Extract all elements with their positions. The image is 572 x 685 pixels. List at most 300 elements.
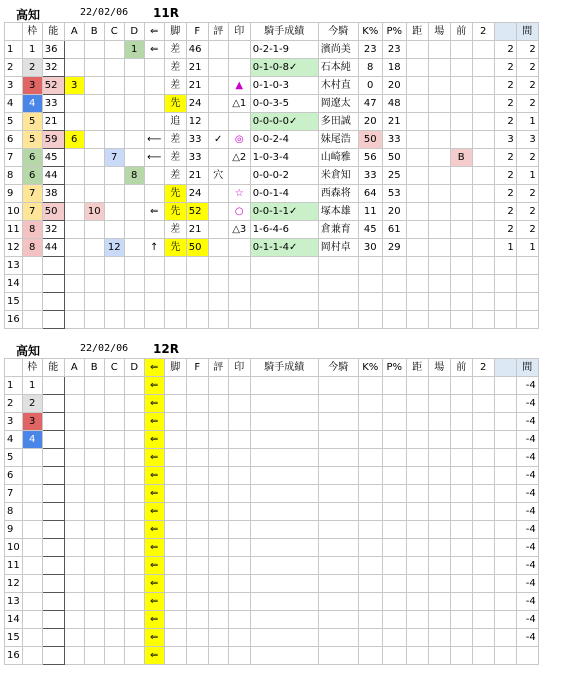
mark-a-cell bbox=[64, 647, 84, 665]
arrow-cell: ⇐ bbox=[144, 431, 164, 449]
prev-cell bbox=[450, 485, 472, 503]
style-cell bbox=[164, 503, 186, 521]
prev-cell bbox=[450, 239, 472, 257]
distance-cell bbox=[406, 131, 428, 149]
style-cell bbox=[164, 467, 186, 485]
mark-cell: △2 bbox=[228, 149, 250, 167]
arrow-cell bbox=[144, 113, 164, 131]
course-cell bbox=[428, 575, 450, 593]
f-cell bbox=[186, 485, 208, 503]
table-row bbox=[5, 503, 539, 521]
waku-cell bbox=[22, 575, 42, 593]
style-cell: 差 bbox=[164, 77, 186, 95]
course-cell bbox=[428, 449, 450, 467]
second-cell bbox=[472, 239, 494, 257]
jockey-name-cell bbox=[318, 293, 358, 311]
waku-cell bbox=[22, 257, 42, 275]
course-cell bbox=[428, 611, 450, 629]
jockey-record-cell bbox=[250, 539, 318, 557]
column-header: 前 bbox=[450, 23, 472, 41]
mark-cell bbox=[228, 503, 250, 521]
mark-d-cell bbox=[124, 185, 144, 203]
column-header: P% bbox=[382, 359, 406, 377]
mark-b-cell: 10 bbox=[84, 203, 104, 221]
mark-a-cell: 6 bbox=[64, 131, 84, 149]
rating-cell bbox=[208, 485, 228, 503]
mark-c-cell bbox=[104, 221, 124, 239]
gap1-cell bbox=[494, 413, 516, 431]
p-percent-cell bbox=[382, 485, 406, 503]
gap1-cell bbox=[494, 377, 516, 395]
jockey-name-cell bbox=[318, 449, 358, 467]
style-cell bbox=[164, 413, 186, 431]
jockey-name-cell bbox=[318, 575, 358, 593]
k-percent-cell bbox=[358, 311, 382, 329]
mark-b-cell bbox=[84, 311, 104, 329]
arrow-cell: ⇐ bbox=[144, 593, 164, 611]
distance-cell bbox=[406, 503, 428, 521]
header-row bbox=[5, 359, 539, 377]
mark-d-cell bbox=[124, 449, 144, 467]
ability-cell bbox=[42, 629, 64, 647]
column-header: K% bbox=[358, 23, 382, 41]
course-cell bbox=[428, 185, 450, 203]
gap2-cell: -4 bbox=[516, 575, 538, 593]
gap1-cell: 2 bbox=[494, 41, 516, 59]
column-header: F bbox=[186, 359, 208, 377]
mark-a-cell bbox=[64, 377, 84, 395]
mark-c-cell bbox=[104, 95, 124, 113]
f-cell bbox=[186, 275, 208, 293]
jockey-name-cell: 米倉知 bbox=[318, 167, 358, 185]
jockey-name-cell: 倉兼育 bbox=[318, 221, 358, 239]
prev-cell bbox=[450, 629, 472, 647]
second-cell bbox=[472, 131, 494, 149]
p-percent-cell: 18 bbox=[382, 59, 406, 77]
mark-cell: ▲ bbox=[228, 77, 250, 95]
ability-cell bbox=[42, 377, 64, 395]
jockey-record-cell bbox=[250, 593, 318, 611]
mark-d-cell: 1 bbox=[124, 41, 144, 59]
prev-cell bbox=[450, 113, 472, 131]
f-cell bbox=[186, 629, 208, 647]
k-percent-cell: 8 bbox=[358, 59, 382, 77]
mark-d-cell bbox=[124, 611, 144, 629]
k-percent-cell bbox=[358, 575, 382, 593]
mark-c-cell bbox=[104, 275, 124, 293]
distance-cell bbox=[406, 647, 428, 665]
column-header: 能 bbox=[42, 23, 64, 41]
ability-cell bbox=[42, 257, 64, 275]
race-12-header bbox=[0, 340, 572, 358]
style-cell: 先 bbox=[164, 185, 186, 203]
k-percent-cell bbox=[358, 413, 382, 431]
style-cell: 差 bbox=[164, 221, 186, 239]
column-header: C bbox=[104, 23, 124, 41]
f-cell bbox=[186, 557, 208, 575]
gap2-cell bbox=[516, 311, 538, 329]
gap1-cell bbox=[494, 395, 516, 413]
gap1-cell bbox=[494, 611, 516, 629]
jockey-name-cell: 多田誠 bbox=[318, 113, 358, 131]
jockey-name-cell bbox=[318, 539, 358, 557]
row-number: 7 bbox=[5, 149, 23, 167]
arrow-cell: ⇐ bbox=[144, 629, 164, 647]
mark-a-cell: 3 bbox=[64, 77, 84, 95]
f-cell: 33 bbox=[186, 149, 208, 167]
style-cell: 先 bbox=[164, 239, 186, 257]
row-number: 15 bbox=[5, 629, 23, 647]
mark-c-cell bbox=[104, 521, 124, 539]
course-cell bbox=[428, 275, 450, 293]
p-percent-cell: 29 bbox=[382, 239, 406, 257]
gap2-cell: 2 bbox=[516, 203, 538, 221]
f-cell bbox=[186, 257, 208, 275]
mark-cell bbox=[228, 539, 250, 557]
p-percent-cell bbox=[382, 395, 406, 413]
mark-d-cell bbox=[124, 221, 144, 239]
arrow-cell bbox=[144, 311, 164, 329]
row-number: 11 bbox=[5, 221, 23, 239]
column-header: 間 bbox=[516, 359, 538, 377]
jockey-record-cell bbox=[250, 275, 318, 293]
column-header: F bbox=[186, 23, 208, 41]
row-number: 2 bbox=[5, 395, 23, 413]
mark-cell bbox=[228, 593, 250, 611]
jockey-record-cell bbox=[250, 629, 318, 647]
mark-b-cell bbox=[84, 431, 104, 449]
arrow-cell: ⇐ bbox=[144, 575, 164, 593]
k-percent-cell bbox=[358, 611, 382, 629]
ability-cell: 50 bbox=[42, 203, 64, 221]
mark-d-cell bbox=[124, 413, 144, 431]
column-header: 距 bbox=[406, 23, 428, 41]
ability-cell bbox=[42, 431, 64, 449]
k-percent-cell bbox=[358, 377, 382, 395]
distance-cell bbox=[406, 41, 428, 59]
column-header: 2 bbox=[472, 23, 494, 41]
race-11-table bbox=[4, 22, 539, 329]
k-percent-cell bbox=[358, 521, 382, 539]
jockey-name-cell bbox=[318, 377, 358, 395]
rating-cell bbox=[208, 185, 228, 203]
mark-c-cell: 7 bbox=[104, 149, 124, 167]
style-cell bbox=[164, 521, 186, 539]
distance-cell bbox=[406, 467, 428, 485]
mark-cell bbox=[228, 431, 250, 449]
course-cell bbox=[428, 167, 450, 185]
mark-a-cell bbox=[64, 203, 84, 221]
jockey-name-cell: 妹尾浩 bbox=[318, 131, 358, 149]
waku-cell: 7 bbox=[22, 185, 42, 203]
column-header: 脚 bbox=[164, 359, 186, 377]
mark-a-cell bbox=[64, 293, 84, 311]
row-number: 12 bbox=[5, 239, 23, 257]
row-number: 14 bbox=[5, 611, 23, 629]
table-row bbox=[5, 257, 539, 275]
column-header: 評 bbox=[208, 23, 228, 41]
arrow-cell: ⇐ bbox=[144, 413, 164, 431]
mark-a-cell bbox=[64, 539, 84, 557]
waku-cell bbox=[22, 521, 42, 539]
distance-cell bbox=[406, 257, 428, 275]
table-row bbox=[5, 95, 539, 113]
k-percent-cell bbox=[358, 275, 382, 293]
mark-d-cell: 8 bbox=[124, 167, 144, 185]
gap1-cell bbox=[494, 311, 516, 329]
venue-label: 高知 bbox=[16, 8, 41, 22]
style-cell bbox=[164, 593, 186, 611]
rating-cell bbox=[208, 59, 228, 77]
mark-a-cell bbox=[64, 113, 84, 131]
mark-d-cell bbox=[124, 59, 144, 77]
p-percent-cell bbox=[382, 647, 406, 665]
arrow-cell: ⇐ bbox=[144, 485, 164, 503]
p-percent-cell bbox=[382, 311, 406, 329]
prev-cell bbox=[450, 77, 472, 95]
mark-a-cell bbox=[64, 257, 84, 275]
mark-b-cell bbox=[84, 647, 104, 665]
mark-d-cell bbox=[124, 377, 144, 395]
prev-cell bbox=[450, 449, 472, 467]
gap1-cell bbox=[494, 629, 516, 647]
mark-c-cell bbox=[104, 257, 124, 275]
jockey-record-cell bbox=[250, 395, 318, 413]
p-percent-cell bbox=[382, 629, 406, 647]
row-number: 12 bbox=[5, 575, 23, 593]
rating-cell bbox=[208, 395, 228, 413]
jockey-record-cell: 0-0-3-5 bbox=[250, 95, 318, 113]
jockey-record-cell bbox=[250, 521, 318, 539]
arrow-cell: ⇐ bbox=[144, 41, 164, 59]
distance-cell bbox=[406, 377, 428, 395]
distance-cell bbox=[406, 221, 428, 239]
rating-cell bbox=[208, 629, 228, 647]
p-percent-cell bbox=[382, 377, 406, 395]
ability-cell bbox=[42, 575, 64, 593]
course-cell bbox=[428, 59, 450, 77]
arrow-cell bbox=[144, 59, 164, 77]
prev-cell bbox=[450, 539, 472, 557]
k-percent-cell: 56 bbox=[358, 149, 382, 167]
k-percent-cell: 45 bbox=[358, 221, 382, 239]
jockey-name-cell: 塚本雄 bbox=[318, 203, 358, 221]
arrow-cell: ⇐ bbox=[144, 449, 164, 467]
distance-cell bbox=[406, 611, 428, 629]
waku-cell: 4 bbox=[22, 431, 42, 449]
table-row bbox=[5, 575, 539, 593]
arrow-cell: ⇐ bbox=[144, 557, 164, 575]
table-row bbox=[5, 521, 539, 539]
table-row bbox=[5, 557, 539, 575]
p-percent-cell bbox=[382, 449, 406, 467]
table-row bbox=[5, 647, 539, 665]
prev-cell bbox=[450, 167, 472, 185]
jockey-name-cell bbox=[318, 557, 358, 575]
row-number: 8 bbox=[5, 503, 23, 521]
jockey-record-cell: 0-0-0-0✓ bbox=[250, 113, 318, 131]
mark-a-cell bbox=[64, 629, 84, 647]
table-row bbox=[5, 221, 539, 239]
p-percent-cell: 20 bbox=[382, 203, 406, 221]
ability-cell bbox=[42, 395, 64, 413]
waku-cell bbox=[22, 449, 42, 467]
mark-b-cell bbox=[84, 539, 104, 557]
f-cell: 24 bbox=[186, 95, 208, 113]
jockey-record-cell bbox=[250, 257, 318, 275]
gap2-cell: 2 bbox=[516, 149, 538, 167]
course-cell bbox=[428, 467, 450, 485]
style-cell bbox=[164, 293, 186, 311]
mark-cell: ○ bbox=[228, 203, 250, 221]
prev-cell bbox=[450, 203, 472, 221]
row-number: 11 bbox=[5, 557, 23, 575]
distance-cell bbox=[406, 203, 428, 221]
p-percent-cell: 25 bbox=[382, 167, 406, 185]
row-number: 5 bbox=[5, 113, 23, 131]
mark-b-cell bbox=[84, 257, 104, 275]
jockey-name-cell bbox=[318, 593, 358, 611]
second-cell bbox=[472, 167, 494, 185]
style-cell bbox=[164, 557, 186, 575]
jockey-name-cell bbox=[318, 611, 358, 629]
second-cell bbox=[472, 449, 494, 467]
waku-cell: 5 bbox=[22, 113, 42, 131]
jockey-name-cell bbox=[318, 413, 358, 431]
mark-b-cell bbox=[84, 149, 104, 167]
style-cell: 差 bbox=[164, 167, 186, 185]
column-header: 今騎 bbox=[318, 23, 358, 41]
k-percent-cell bbox=[358, 647, 382, 665]
course-cell bbox=[428, 431, 450, 449]
mark-c-cell bbox=[104, 413, 124, 431]
second-cell bbox=[472, 611, 494, 629]
table-row bbox=[5, 77, 539, 95]
table-row bbox=[5, 467, 539, 485]
waku-cell: 8 bbox=[22, 239, 42, 257]
f-cell bbox=[186, 503, 208, 521]
gap1-cell: 2 bbox=[494, 185, 516, 203]
waku-cell: 6 bbox=[22, 167, 42, 185]
k-percent-cell bbox=[358, 485, 382, 503]
jockey-name-cell bbox=[318, 629, 358, 647]
table-row bbox=[5, 413, 539, 431]
p-percent-cell bbox=[382, 275, 406, 293]
mark-d-cell bbox=[124, 485, 144, 503]
mark-d-cell bbox=[124, 557, 144, 575]
f-cell: 52 bbox=[186, 203, 208, 221]
mark-d-cell bbox=[124, 593, 144, 611]
waku-cell bbox=[22, 311, 42, 329]
column-header: 評 bbox=[208, 359, 228, 377]
jockey-record-cell bbox=[250, 503, 318, 521]
table-row bbox=[5, 293, 539, 311]
prev-cell bbox=[450, 521, 472, 539]
jockey-name-cell bbox=[318, 431, 358, 449]
mark-d-cell bbox=[124, 503, 144, 521]
mark-b-cell bbox=[84, 239, 104, 257]
table-row bbox=[5, 131, 539, 149]
column-header: C bbox=[104, 359, 124, 377]
arrow-cell bbox=[144, 221, 164, 239]
second-cell bbox=[472, 593, 494, 611]
mark-cell bbox=[228, 311, 250, 329]
ability-cell bbox=[42, 413, 64, 431]
k-percent-cell bbox=[358, 395, 382, 413]
rating-cell bbox=[208, 575, 228, 593]
course-cell bbox=[428, 647, 450, 665]
waku-cell bbox=[22, 485, 42, 503]
mark-c-cell bbox=[104, 131, 124, 149]
table-row bbox=[5, 485, 539, 503]
gap1-cell: 2 bbox=[494, 95, 516, 113]
mark-cell bbox=[228, 467, 250, 485]
mark-d-cell bbox=[124, 293, 144, 311]
gap2-cell: 2 bbox=[516, 77, 538, 95]
prev-cell bbox=[450, 41, 472, 59]
ability-cell: 52 bbox=[42, 77, 64, 95]
jockey-name-cell bbox=[318, 485, 358, 503]
mark-c-cell bbox=[104, 467, 124, 485]
gap2-cell: -4 bbox=[516, 395, 538, 413]
course-cell bbox=[428, 593, 450, 611]
mark-b-cell bbox=[84, 59, 104, 77]
jockey-name-cell: 西森将 bbox=[318, 185, 358, 203]
p-percent-cell bbox=[382, 257, 406, 275]
f-cell bbox=[186, 593, 208, 611]
k-percent-cell: 20 bbox=[358, 113, 382, 131]
mark-cell bbox=[228, 41, 250, 59]
mark-b-cell bbox=[84, 293, 104, 311]
mark-c-cell bbox=[104, 113, 124, 131]
mark-cell: △3 bbox=[228, 221, 250, 239]
waku-cell: 6 bbox=[22, 149, 42, 167]
gap1-cell: 2 bbox=[494, 203, 516, 221]
gap1-cell: 2 bbox=[494, 149, 516, 167]
prev-cell bbox=[450, 311, 472, 329]
mark-cell bbox=[228, 575, 250, 593]
mark-cell bbox=[228, 629, 250, 647]
mark-d-cell bbox=[124, 275, 144, 293]
ability-cell bbox=[42, 611, 64, 629]
mark-b-cell bbox=[84, 377, 104, 395]
gap2-cell bbox=[516, 257, 538, 275]
ability-cell: 38 bbox=[42, 185, 64, 203]
second-cell bbox=[472, 185, 494, 203]
jockey-record-cell bbox=[250, 611, 318, 629]
mark-c-cell bbox=[104, 539, 124, 557]
table-row bbox=[5, 113, 539, 131]
mark-c-cell bbox=[104, 431, 124, 449]
arrow-cell: ⟵ bbox=[144, 149, 164, 167]
column-header: A bbox=[64, 359, 84, 377]
jockey-record-cell bbox=[250, 413, 318, 431]
column-header: 騎手成績 bbox=[250, 359, 318, 377]
second-cell bbox=[472, 503, 494, 521]
rating-cell bbox=[208, 647, 228, 665]
rating-cell bbox=[208, 449, 228, 467]
row-number: 10 bbox=[5, 539, 23, 557]
waku-cell: 1 bbox=[22, 377, 42, 395]
rating-cell bbox=[208, 521, 228, 539]
f-cell: 46 bbox=[186, 41, 208, 59]
k-percent-cell bbox=[358, 557, 382, 575]
jockey-name-cell bbox=[318, 311, 358, 329]
k-percent-cell: 47 bbox=[358, 95, 382, 113]
second-cell bbox=[472, 95, 494, 113]
k-percent-cell bbox=[358, 593, 382, 611]
mark-b-cell bbox=[84, 449, 104, 467]
